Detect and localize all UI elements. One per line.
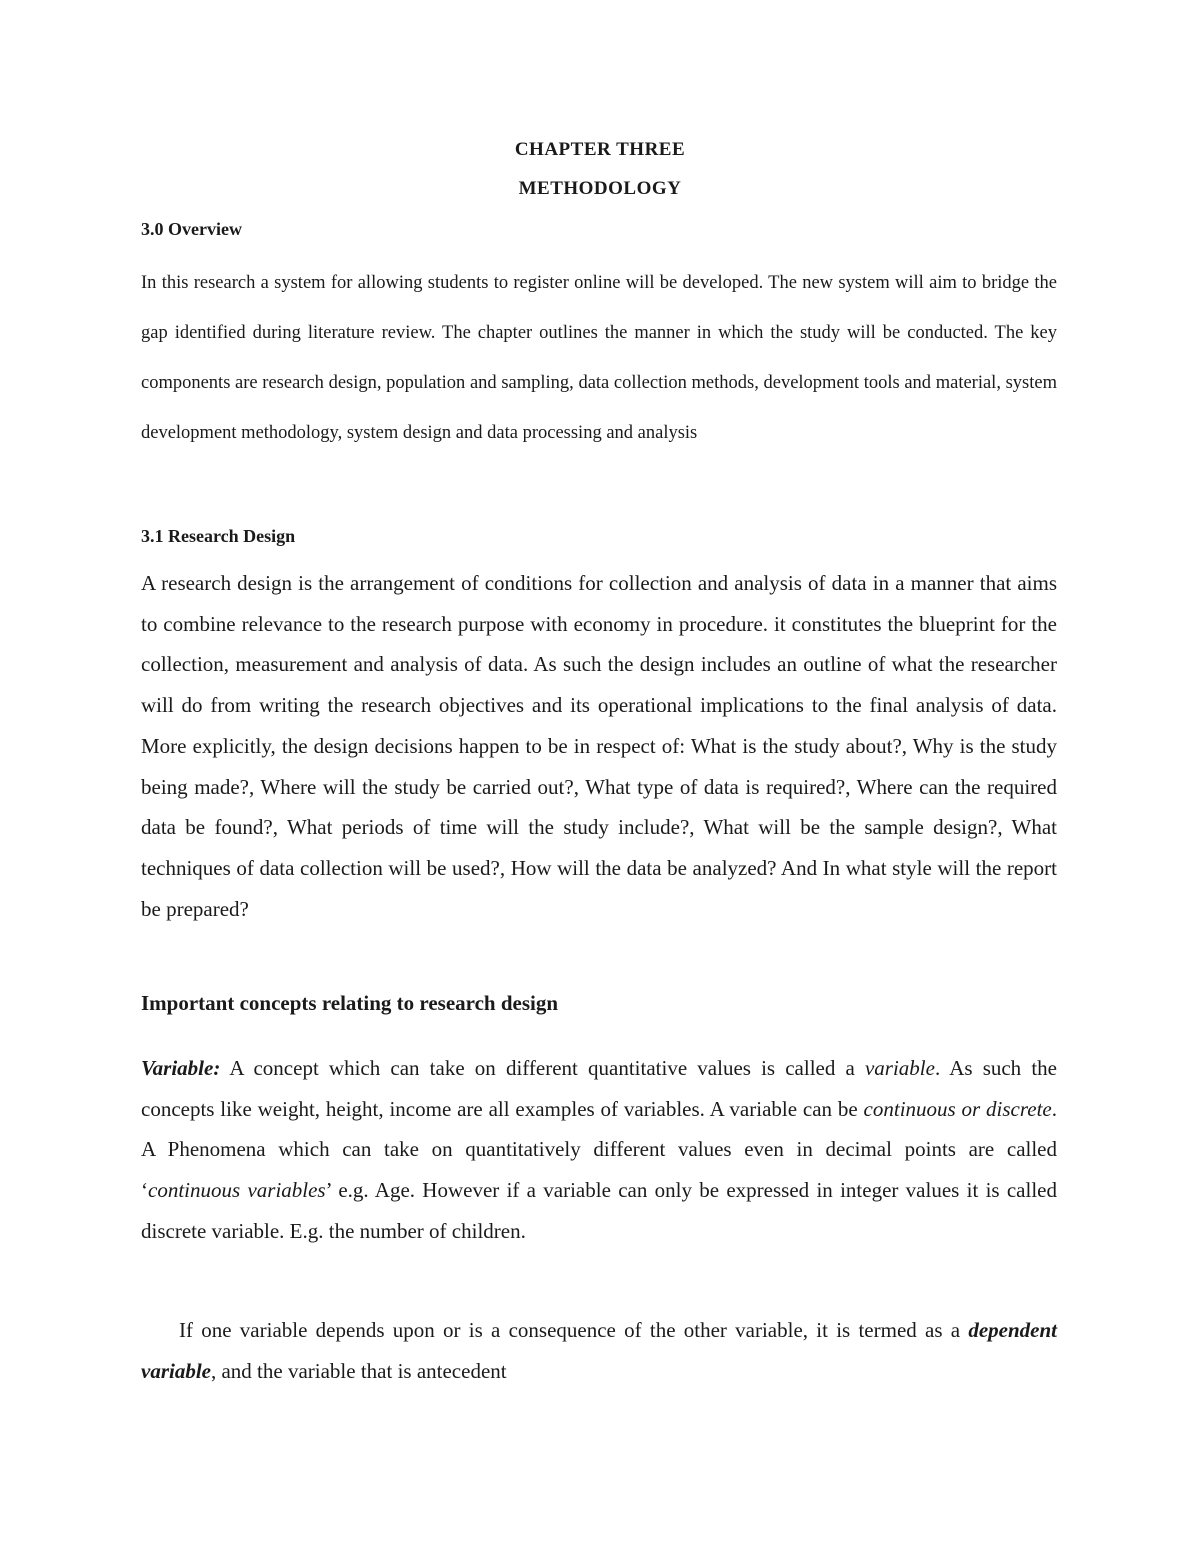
variable-emphasis-1: variable	[864, 1056, 935, 1080]
concepts-heading: Important concepts relating to research design	[141, 991, 559, 1015]
chapter-heading: CHAPTER THREE	[514, 139, 686, 160]
chapter-title: METHODOLOGY	[518, 178, 682, 199]
overview-paragraph: In this research a system for allowing students to register online will be developed. The new system will aim to bridge the gap identified during literature review. The chapter outlines the manner in which the study will be conducted. The key components are research design, population and sampling, data collection methods, development tools and material, system development methodology, system design and data processing and analysis	[141, 273, 1057, 443]
variable-text-2: . As such the concepts like weight, height, income are all examples of variables. A variable can be	[141, 1056, 1057, 1121]
variable-text-3: . A Phenomena which can take on quantitatively different values even in decimal points are called ‘	[141, 1096, 1058, 1203]
variable-text-1: A concept which can take on different quantitative values is called a	[220, 1056, 865, 1080]
overview-heading: 3.0 Overview	[141, 219, 242, 239]
dependent-paragraph	[141, 1310, 1057, 1391]
variable-term: Variable:	[141, 1056, 221, 1080]
dependent-text-1: If one variable depends upon or is a consequence of the other variable, it is termed as a	[179, 1318, 969, 1342]
variable-text-4: ’ e.g. Age. However if a variable can only be expressed in integer values it is called discrete variable. E.g. the number of children.	[141, 1178, 1057, 1243]
dependent-text-2: , and the variable that is antecedent	[210, 1358, 507, 1383]
research-design-heading: 3.1 Research Design	[141, 526, 296, 546]
variable-emphasis-3: continuous variables	[148, 1178, 326, 1203]
variable-emphasis-2: continuous or discrete	[863, 1096, 1052, 1121]
research-design-paragraph: A research design is the arrangement of conditions for collection and analysis of data in a manner that aims to combine relevance to the research purpose with economy in procedure. it constitutes the blueprint for the collection, measurement and analysis of data. As such the design includes an outline of what the researcher will do from writing the research objectives and its operational implications to the final analysis of data. More explicitly, the design decisions happen to be in respect of: What is the study about?, Why is the study being made?, Where will the study be carried out?, What type of data is required?, Where can the required data be found?, What periods of time will the study include?, What will be the sample design?, What techniques of data collection will be used?, How will the data be analyzed? And In what style will the report be prepared?	[141, 571, 1057, 921]
variable-paragraph	[141, 1048, 1057, 1252]
dependent-term: dependent variable	[141, 1318, 1057, 1383]
